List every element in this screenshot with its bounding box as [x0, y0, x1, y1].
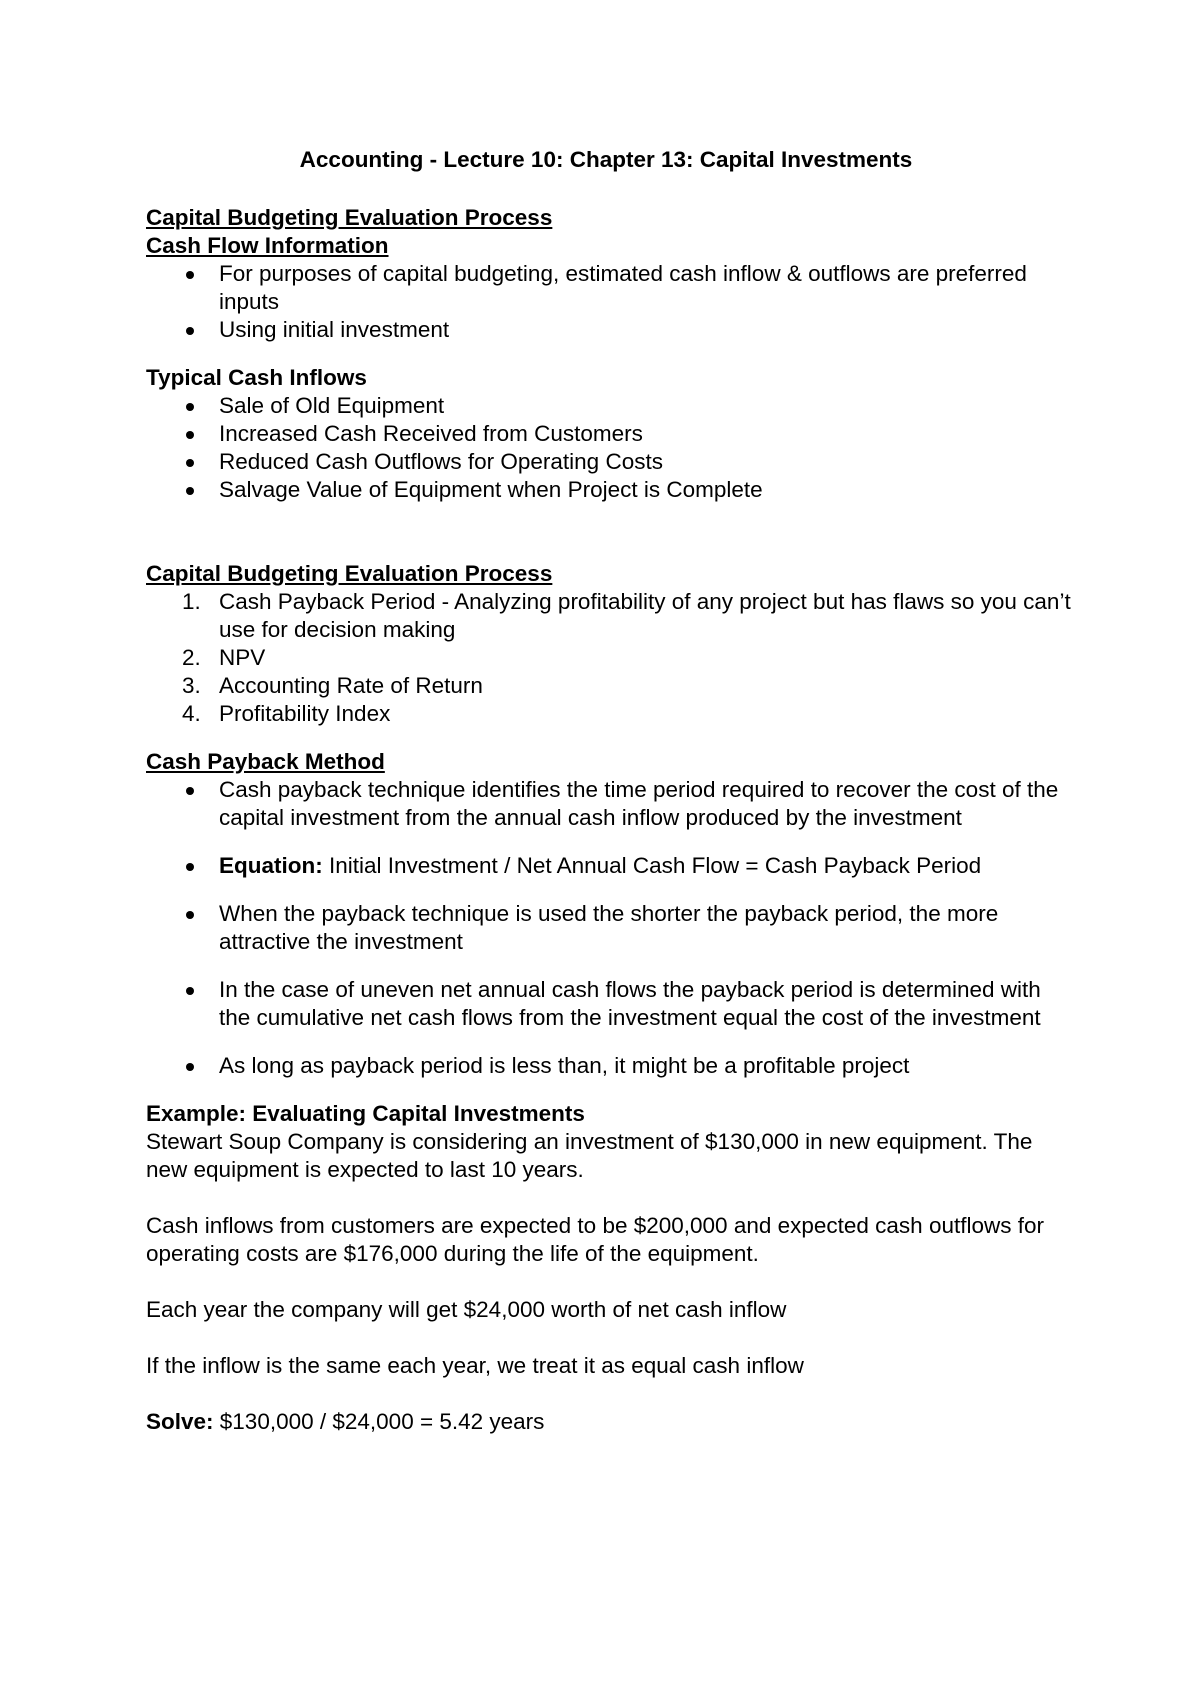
- list-item: Reduced Cash Outflows for Operating Costs: [146, 448, 1076, 476]
- document-page: [146, 146, 1076, 1436]
- list-item: When the payback technique is used the shorter the payback period, the more attractive the investment: [146, 900, 1076, 956]
- example-paragraph: Each year the company will get $24,000 worth of net cash inflow: [146, 1297, 787, 1322]
- list-item: 2. NPV: [182, 645, 266, 670]
- equation-text: Initial Investment / Net Annual Cash Flow = Cash Payback Period: [322, 853, 982, 878]
- list-item: 1. Cash Payback Period - Analyzing profitability of any project but has flaws so you can’t use for decision making: [182, 589, 1071, 642]
- equation-item: [146, 852, 1076, 880]
- heading-cash-payback-method: Cash Payback Method: [146, 749, 385, 774]
- heading-example: Example: Evaluating Capital Investments: [146, 1101, 585, 1126]
- list-item: Using initial investment: [146, 316, 1076, 344]
- list-item: Salvage Value of Equipment when Project is Complete: [146, 476, 1076, 504]
- example-paragraph: Stewart Soup Company is considering an investment of $130,000 in new equipment. The new equipment is expected to last 10 years.: [146, 1129, 1033, 1182]
- solve-line: [146, 1408, 1076, 1436]
- list-item: In the case of uneven net annual cash flows the payback period is determined with the cumulative net cash flows from the investment equal the cost of the investment: [146, 976, 1076, 1032]
- page-title: Accounting - Lecture 10: Chapter 13: Capital Investments: [299, 147, 913, 172]
- solve-label: Solve:: [146, 1409, 214, 1434]
- section-heading-evaluation-process: Capital Budgeting Evaluation Process: [146, 561, 553, 586]
- list-item: Increased Cash Received from Customers: [146, 420, 1076, 448]
- evaluation-methods-list: [146, 588, 1076, 728]
- cash-payback-list: [146, 776, 1076, 1080]
- cash-flow-info-list: [146, 260, 1076, 344]
- cash-inflows-list: [146, 392, 1076, 504]
- list-item: 3. Accounting Rate of Return: [182, 673, 483, 698]
- list-item: Sale of Old Equipment: [146, 392, 1076, 420]
- list-item: 4. Profitability Index: [182, 701, 391, 726]
- equation-label: Equation:: [219, 853, 323, 878]
- list-item: Cash payback technique identifies the time period required to recover the cost of the capital investment from the annual cash inflow produced by the investment: [146, 776, 1076, 832]
- section-heading-capital-budgeting: Capital Budgeting Evaluation Process: [146, 205, 553, 230]
- example-paragraph: If the inflow is the same each year, we treat it as equal cash inflow: [146, 1353, 804, 1378]
- heading-typical-cash-inflows: Typical Cash Inflows: [146, 365, 367, 390]
- example-paragraph: Cash inflows from customers are expected to be $200,000 and expected cash outflows for operating costs are $176,000 during the life of the equipment.: [146, 1213, 1045, 1266]
- subheading-cash-flow-information: Cash Flow Information: [146, 233, 389, 258]
- list-item: As long as payback period is less than, it might be a profitable project: [146, 1052, 1076, 1080]
- solve-text: $130,000 / $24,000 = 5.42 years: [213, 1409, 545, 1434]
- list-item: For purposes of capital budgeting, estimated cash inflow & outflows are preferred inputs: [146, 260, 1076, 316]
